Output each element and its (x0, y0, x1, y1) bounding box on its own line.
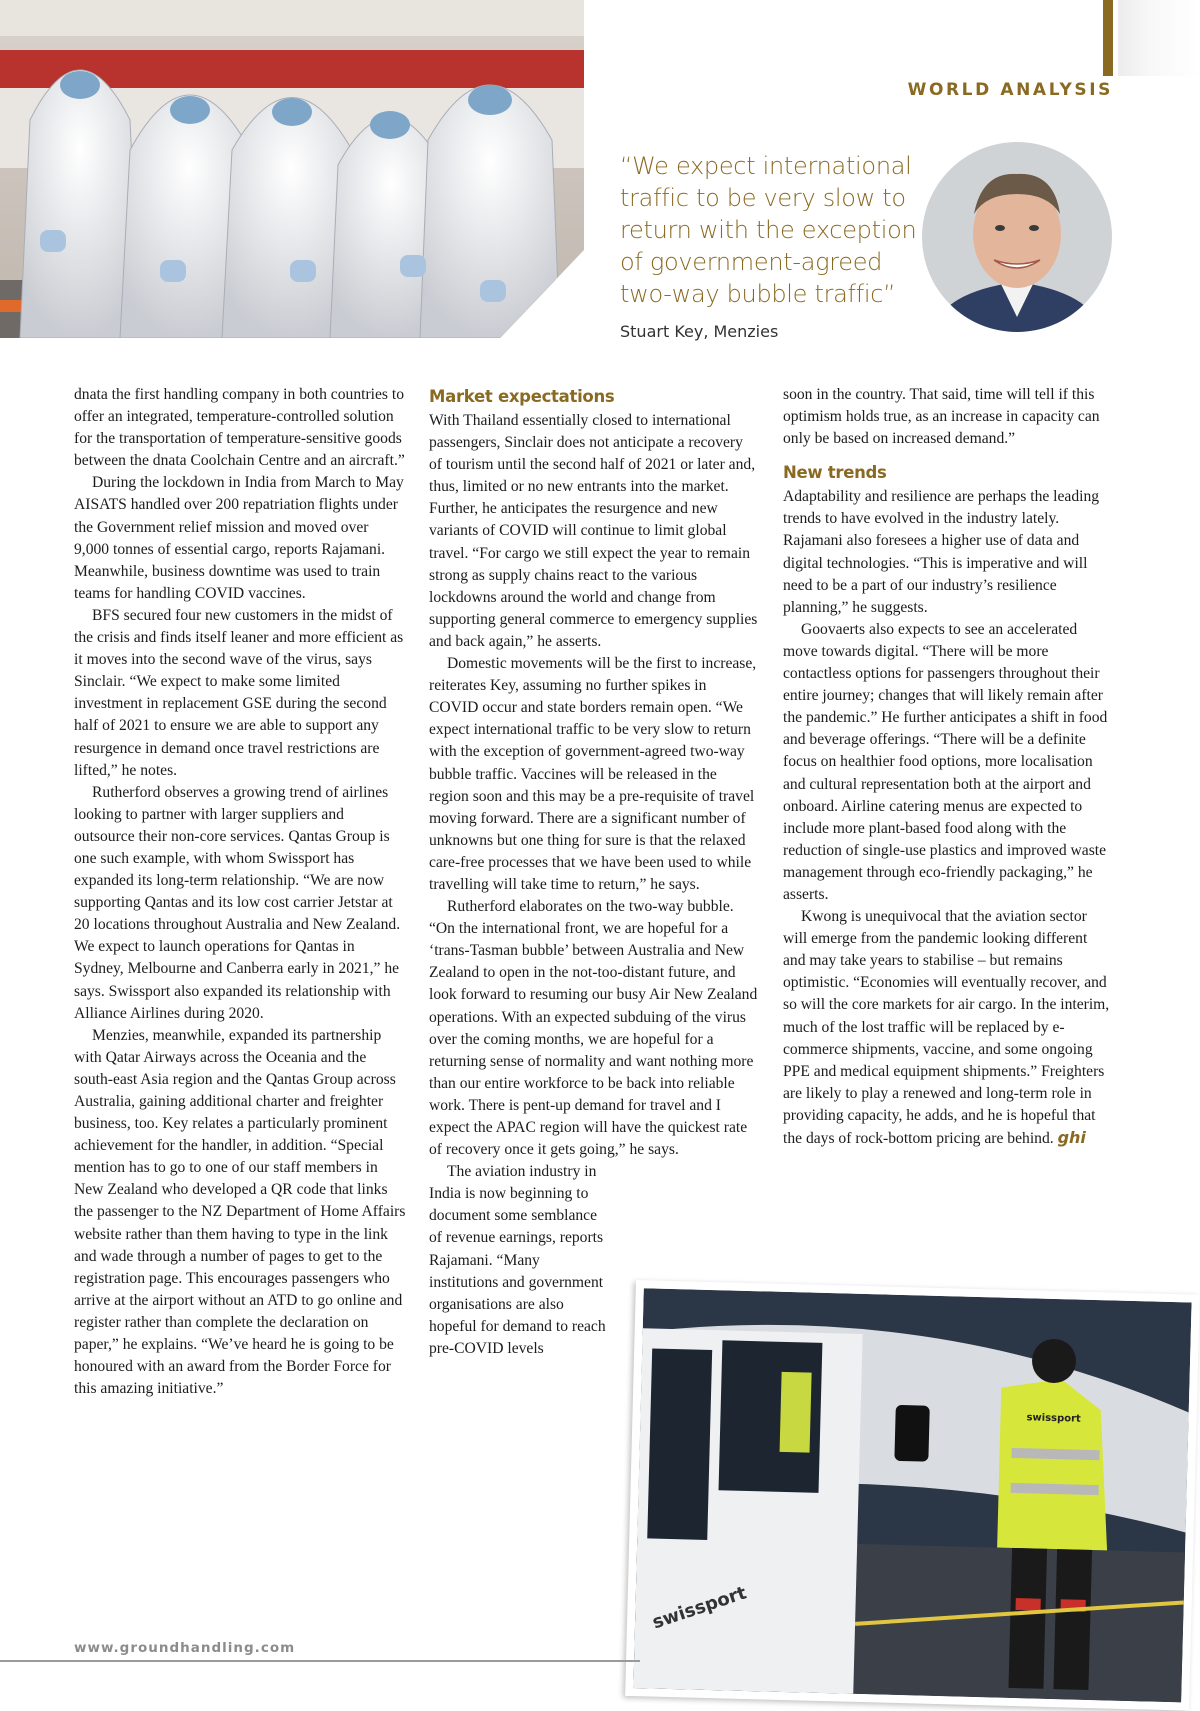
end-mark: ghi (1057, 1128, 1086, 1147)
paragraph: dnata the first handling company in both countries to offer an integrated, temperature-controlled solution for the transportation of temperature-sensitive goods between the dnata Coolchain Centre and an aircraft.” (74, 386, 405, 470)
page-edge-strip (1118, 0, 1200, 76)
paragraph (783, 906, 1113, 1150)
footer-divider (0, 1660, 640, 1662)
truck-logo: swissport (649, 1582, 750, 1634)
paragraph: Domestic movements will be the first to increase, reiterates Key, assuming no further spikes in COVID occur and state borders remain open. “We expect international traffic to be very slow to return with the exception of government-agreed two-way bubble traffic. Vaccines will be released in the region soon and this may be a pre-requisite of travel moving forward. There are a significant number of unknowns but one thing for sure is that the relaxed care-free processes that we have been used to while travelling will take time to return,” he says. (429, 655, 757, 893)
paragraph: Adaptability and resilience are perhaps the leading trends to have evolved in the industry lately. Rajamani also foresees a higher use of data and digital technologies. “This is imperative and will need to be a part of our industry’s resilience planning,” he suggests. (783, 488, 1100, 616)
paragraph-text: Kwong is unequivocal that the aviation sector will emerge from the pandemic looking different and may take years to stabilise – but remains optimistic. “Economies will eventually recover, and so will the core markets for air cargo. In the interim, much of the lost traffic will be replaced by e-commerce shipments, vaccine, and some ongoing PPE and medical equipment shipments.” Freighters are likely to play a renewed and long-term role in providing capacity, he adds, and he is hopeful that the days of rock-bottom pricing are behind. (783, 908, 1110, 1147)
paragraph: Rutherford elaborates on the two-way bubble. “On the international front, we are hopeful for a ‘trans-Tasman bubble’ between Australia and New Zealand to open in the not-too-distant future, and look forward to resuming our busy Air New Zealand operations. With an expected subduing of the virus over the coming months, we are hopeful for a returning sense of normality and want nothing more than our entire workforce to be back into reliable work. There is pent-up demand for travel and I expect the APAC region will have the quickest rate of recovery once it gets going,” he says. (429, 898, 758, 1159)
article-column-2 (429, 384, 759, 1360)
section-accent-bar (1103, 0, 1113, 76)
paragraph: Goovaerts also expects to see an accelerated move towards digital. “There will be more contactless options for passengers throughout their entire journey; changes that will likely remain after the pandemic.” He further anticipates a shift in food and beverage offerings. “There will be a definite focus on healthier food options, more localisation and cultural representation both at the airport and onboard. Airline catering menus are expected to include more plant-based food along with the reduction of single-use plastics and improved waste management through eco-friendly packaging,” he asserts. (783, 620, 1108, 903)
article-column-1 (74, 384, 406, 1400)
portrait-photo (922, 142, 1112, 332)
paragraph: Rutherford observes a growing trend of airlines looking to partner with larger suppliers and outsource their non-core services. Qantas Group is one such example, with whom Swissport has expanded its long-term relationship. “We are now supporting Qantas and its low cost carrier Jetstar at 20 locations throughout Australia and New Zealand. We expect to launch operations for Qantas in Sydney, Melbourne and Canberra early in 2021,” he says. Swissport also expanded its relationship with Alliance Airlines during 2020. (74, 783, 401, 1022)
footer-url: www.groundhandling.com (74, 1640, 296, 1656)
ground-handler-photo (625, 1280, 1200, 1711)
pull-quote: “We expect international traffic to be very slow to return with the exception of government-agreed two-way bubble traffic” (620, 152, 917, 308)
paragraph: The aviation industry in India is now beginning to document some semblance of revenue earnings, reports Rajamani. “Many institutions and government organisations are also hopeful for demand to reach pre-COVID levels (429, 1163, 606, 1357)
paragraph: BFS secured four new customers in the midst of the crisis and finds itself leaner and more efficient as it moves into the second wave of the virus, says Sinclair. “We expect to make some limited investment in replacement GSE during the second half of 2021 to ensure we are able to support any resurgence in demand once travel restrictions are lifted,” he notes. (74, 606, 404, 779)
section-label: WORLD ANALYSIS (907, 80, 1113, 100)
paragraph: With Thailand essentially closed to international passengers, Sinclair does not anticipate a recovery of tourism until the second half of 2021 or later and, thus, limited or no new entrants into the market. Further, he anticipates the resurgence and new variants of COVID will continue to limit global travel. “For cargo we still expect the year to remain strong as supply chains react to the various lockdowns around the world and change from supporting general commerce to emergency supplies and back again,” he asserts. (429, 412, 758, 650)
subheading-market-expectations: Market expectations (429, 387, 615, 406)
pull-quote-attribution: Stuart Key, Menzies (620, 322, 779, 341)
paragraph: soon in the country. That said, time will tell if this optimism holds true, as an increase in capacity can only be based on increased demand.” (783, 386, 1100, 448)
vest-logo: swissport (1026, 1412, 1081, 1425)
hazmat-team-photo (0, 0, 584, 338)
paragraph: Menzies, meanwhile, expanded its partnership with Qatar Airways across the Oceania and the south-east Asia region and the Qantas Group across Australia, gaining additional charter and freighter business, too. Key relates a particularly prominent achievement for the handler, in addition. “Special mention has to go to one of our staff members in New Zealand who developed a QR code that links the passenger to the NZ Department of Home Affairs website rather than them having to type in the link and wade through a number of pages to get to the registration page. This encourages passengers who arrive at the airport without an ATD to go online and register rather than complete the declaration on paper,” he explains. “We’ve heard he is going to be honoured with an award from the Border Force for this amazing initiative.” (74, 1026, 406, 1398)
article-column-3 (783, 384, 1113, 1150)
subheading-new-trends: New trends (783, 463, 887, 483)
paragraph: During the lockdown in India from March to May AISATS handled over 200 repatriation flights under the Government relief mission and moved over 9,000 tonnes of essential cargo, reports Rajamani. Meanwhile, business downtime was used to train teams for handling COVID vaccines. (74, 474, 404, 602)
